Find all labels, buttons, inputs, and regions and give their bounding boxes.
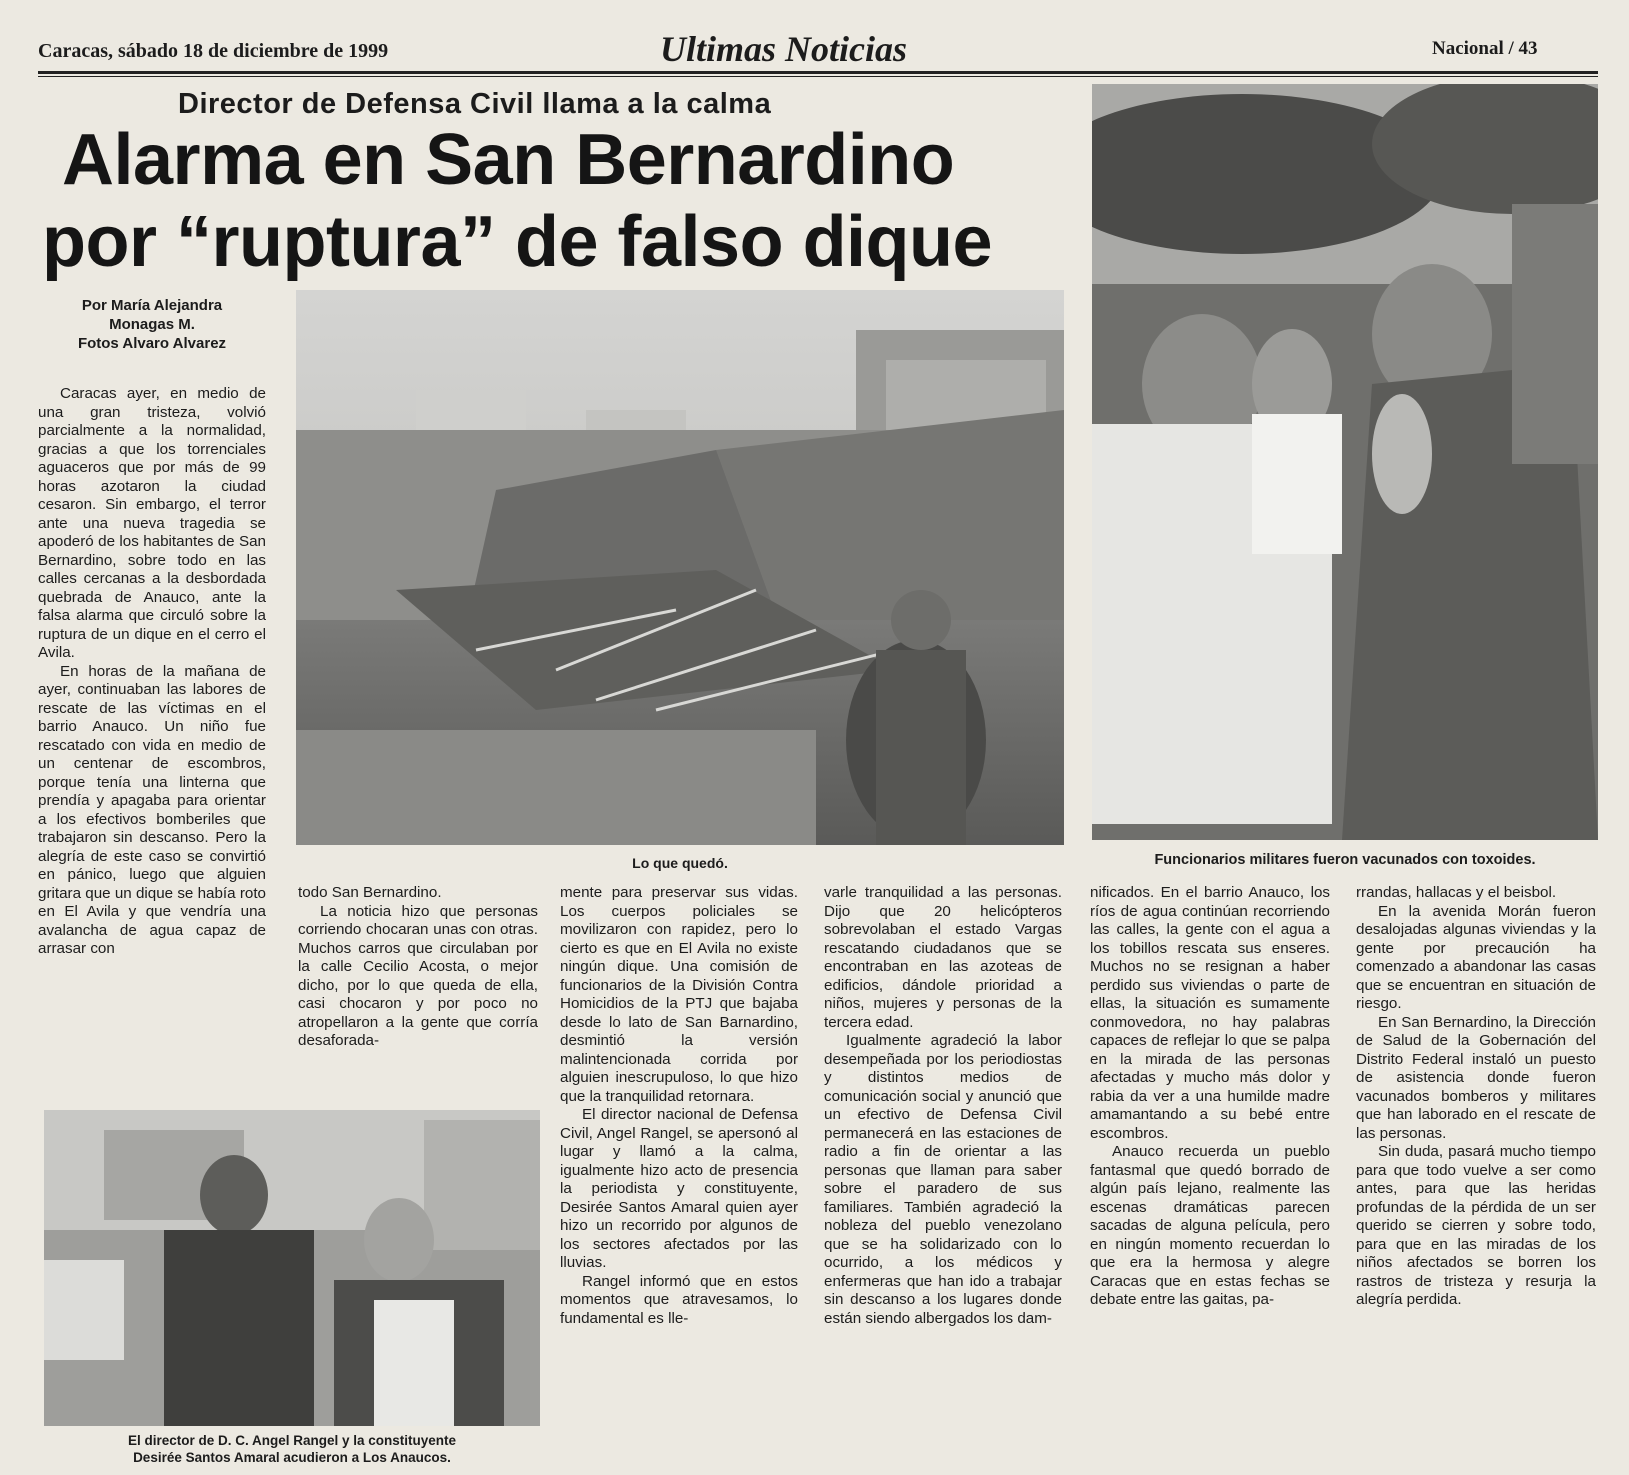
vaccination-scene-image	[1092, 84, 1598, 840]
caption-bottom-photo	[44, 1432, 540, 1466]
masthead-date: Caracas, sábado 18 de diciembre de 1999	[38, 40, 389, 62]
article-column-4	[824, 884, 1062, 1474]
column-4-paragraph-2: Igualmente agradeció la labor desempeñada por los periodiostas y distintos medios de comunicación social y anunció que un efectivo de Defensa Civil permanecerá en las estaciones de radio a fin de orientar a las personas que llaman para saber sobre el paradero de sus familiares. También agradeció la nobleza del pueblo venezolano que se ha solidarizado con lo ocurrido, a los médicos y enfermeras que han ido a trabajar sin descanso a los lugares donde están siendo albergados los dam-	[824, 1032, 1062, 1327]
byline-author-2: Monagas M.	[109, 316, 195, 333]
byline	[52, 296, 252, 353]
caption-right-photo: Funcionarios militares fueron vacunados con toxoides.	[1154, 852, 1536, 868]
article-column-3	[560, 884, 798, 1474]
column-2-paragraph-1: todo San Bernardino.	[298, 884, 442, 901]
column-6-paragraph-1: rrandas, hallacas y el beisbol.	[1356, 884, 1557, 901]
debris-scene-image	[296, 290, 1064, 845]
article-column-2	[298, 884, 538, 1104]
caption-bottom-line-1: El director de D. C. Angel Rangel y la constituyente	[127, 1433, 457, 1448]
masthead-rule-thin	[38, 76, 1598, 77]
article-column-5	[1090, 884, 1330, 1474]
headline-line-2: por “ruptura” de falso dique	[42, 202, 993, 282]
column-3-paragraph-1: mente para preservar sus vidas. Los cuerpos policiales se movilizaron con rapidez, pero lo cierto es que en El Avila no existe ningún dique. Una comisión de funcionarios de la División Contra Homicidios de la PTJ que bajaba desde lo lato de San Barnardino, desmintió la versión malintencionada corrida por alguien inescrupuloso, lo que hizo que la tranquilidad retornara.	[560, 884, 798, 1105]
column-1-paragraph-1: Caracas ayer, en medio de una gran tristeza, volvió parcialmente a la normalidad, gracias a que los torrenciales aguaceros que por más de 99 horas azotaron la ciudad cesaron. Sin embargo, el terror ante una nueva tragedia se apoderó de los habitantes de San Bernardino, sobre todo en las calles cercanas a la desbordada quebrada de Anauco, ante la falsa alarma que circuló sobre la ruptura de un dique en el cerro el Avila.	[38, 385, 266, 661]
caption-bottom-line-2: Desirée Santos Amaral acudieron a Los Anaucos.	[133, 1450, 451, 1465]
caption-main-photo: Lo que quedó.	[632, 855, 728, 871]
column-5-paragraph-1: nificados. En el barrio Anauco, los ríos de agua continúan recorriendo las calles, la gente con el agua a los tobillos rescata sus enseres. Muchos no se resignan a haber perdido sus viviendas o parte de ellas, la situación es sumamente conmovedora, no hay palabras capaces de reflejar lo que se palpa en la mirada de las personas afectadas y mucho más dolor y rabia da ver a una humilde madre amamantando a su bebé entre escombros.	[1090, 884, 1330, 1142]
article-column-1	[38, 385, 266, 1105]
byline-author-1: Por María Alejandra	[81, 297, 223, 314]
column-3-paragraph-2: El director nacional de Defensa Civil, Angel Rangel, se apersonó al lugar y llamó a la calma, igualmente hizo acto de presencia la periodista y constituyente, Desirée Santos Amaral quien ayer hizo un recorrido por algunos de los sectores afectados por las lluvias.	[560, 1106, 798, 1271]
headline-line-1: Alarma en San Bernardino	[62, 120, 955, 200]
column-3-paragraph-3: Rangel informó que en estos momentos que atravesamos, lo fundamental es lle-	[560, 1272, 798, 1327]
newspaper-title: Ultimas Noticias	[660, 29, 908, 69]
article-column-6	[1356, 884, 1596, 1474]
column-2-paragraph-2: La noticia hizo que personas corriendo chocaran unas con otras. Muchos carros que circulaban por la calle Cecilio Acosta, o mejor dicho, por lo que queda de ella, casi chocaron y por poco no atropellaron a la gente que corría desaforada-	[298, 902, 538, 1049]
column-5-paragraph-2: Anauco recuerda un pueblo fantasmal que quedó borrado de algún país lejano, realmente las escenas dramáticas parecen sacadas de alguna película, pero en ningún momento recuerdan lo que era la hermosa y alegre Caracas que en estas fechas se debate entre las gaitas, pa-	[1090, 1143, 1330, 1308]
photo-debris	[296, 290, 1064, 845]
masthead-rule	[38, 71, 1598, 74]
column-1-paragraph-2: En horas de la mañana de ayer, continuaban las labores de rescate de las víctimas en el barrio Anauco. Un niño fue rescatado con vida en medio de un centenar de escombros, porque tenía una linterna que prendía y apagaba para orientar a los efectivos bomberiles que trabajaron sin descanso. Pero la alegría de este caso se convirtió en pánico, luego que alguien gritara que un dique se había roto en El Avila y que vendría una avalancha de agua capaz de arrasar con	[38, 662, 266, 957]
column-4-paragraph-1: varle tranquilidad a las personas. Dijo que 20 helicópteros sobrevolaban el estado Vargas rescatando ciudadanos que se encontraban en las azoteas de edificios, dándole prioridad a niños, mujeres y personas de la tercera edad.	[824, 884, 1062, 1031]
photo-officials	[44, 1110, 540, 1426]
page-section-number: Nacional / 43	[1432, 38, 1538, 59]
officials-scene-image	[44, 1110, 540, 1426]
column-6-paragraph-2: En la avenida Morán fueron desalojadas algunas viviendas y la gente por precaución ha comenzado a abandonar las casas que se encuentran en situación de riesgo.	[1356, 902, 1596, 1012]
byline-photographer: Fotos Alvaro Alvarez	[77, 335, 227, 352]
column-6-paragraph-3: En San Bernardino, la Dirección de Salud de la Gobernación del Distrito Federal instaló un puesto de asistencia donde fueron vacunados bomberos y militares que han laborado en el rescate de las personas.	[1356, 1013, 1596, 1142]
article-kicker: Director de Defensa Civil llama a la calma	[178, 88, 772, 120]
column-6-paragraph-4: Sin duda, pasará mucho tiempo para que todo vuelve a ser como antes, para que las heridas profundas de la pérdida de un ser querido se cierren y sobre todo, para que en las miradas de los niños afectados se borren los rastros de tristeza y resurja la alegría perdida.	[1356, 1143, 1596, 1308]
photo-vaccination	[1092, 84, 1598, 840]
